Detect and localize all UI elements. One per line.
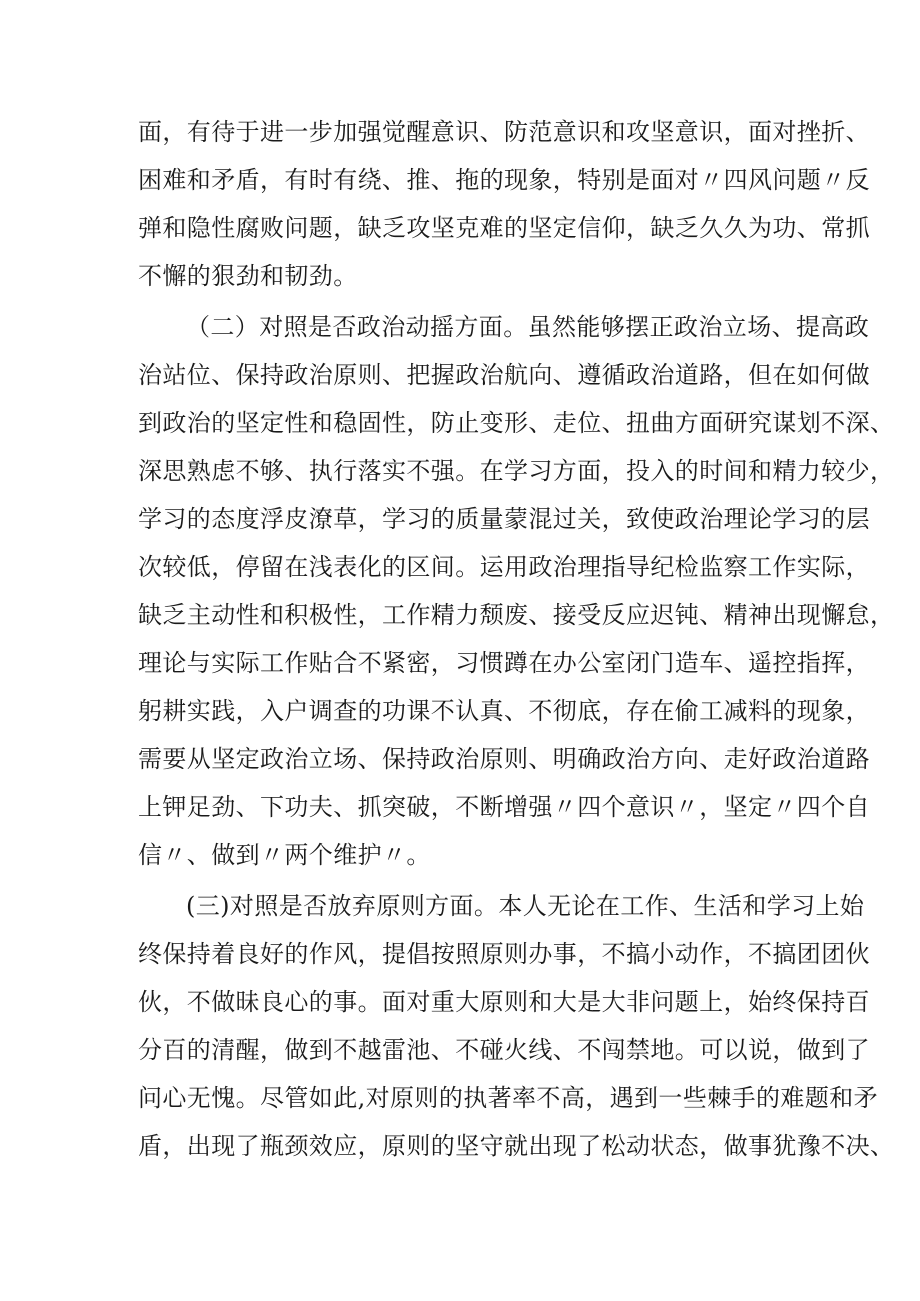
text-line: 弹和隐性腐败问题，缺乏攻坚克难的坚定信仰，缺乏久久为功、常抓 bbox=[138, 214, 870, 242]
text-line: 困难和矛盾，有时有绕、推、拖的现象，特别是面对〃四风问题〃反 bbox=[138, 166, 870, 194]
paragraph-political-wavering bbox=[138, 303, 895, 879]
text-line: 深思熟虑不够、执行落实不强。在学习方面，投入的时间和精力较少， bbox=[138, 457, 895, 485]
text-line: 学习的态度浮皮潦草，学习的质量蒙混过关，致使政治理论学习的层 bbox=[138, 505, 870, 533]
text-line: 问心无愧。尽管如此,对原则的执著率不高，遇到一些棘手的难题和矛 bbox=[138, 1084, 879, 1112]
text-line: 面，有待于进一步加强觉醒意识、防范意识和攻坚意识，面对挫折、 bbox=[138, 118, 870, 146]
text-line: 治站位、保持政治原则、把握政治航向、遵循政治道路，但在如何做 bbox=[138, 361, 870, 389]
text-line: 信〃、做到〃两个维护〃。 bbox=[138, 841, 431, 869]
text-line: 缺乏主动性和积极性，工作精力颓废、接受反应迟钝、精神出现懈怠， bbox=[138, 601, 895, 629]
text-line: 到政治的坚定性和稳固性，防止变形、走位、扭曲方面研究谋划不深、 bbox=[138, 409, 895, 437]
paragraph-abandon-principles bbox=[138, 882, 895, 1170]
text-line: 盾，出现了瓶颈效应，原则的坚守就出现了松动状态，做事犹豫不决、 bbox=[138, 1132, 895, 1160]
text-line: 终保持着良好的作风，提倡按照原则办事，不搞小动作，不搞团团伙 bbox=[138, 940, 870, 968]
text-line: （二）对照是否政治动摇方面。虽然能够摆正政治立场、提高政 bbox=[186, 313, 870, 341]
text-line: 分百的清醒，做到不越雷池、不碰火线、不闯禁地。可以说，做到了 bbox=[138, 1036, 870, 1064]
text-line: 理论与实际工作贴合不紧密，习惯蹲在办公室闭门造车、遥控指挥， bbox=[138, 649, 870, 677]
text-line: 次较低，停留在浅表化的区间。运用政治理指导纪检监察工作实际， bbox=[138, 553, 870, 581]
text-line: 上钾足劲、下功夫、抓突破，不断增强〃四个意识〃，坚定〃四个自 bbox=[138, 793, 870, 821]
paragraph-continued bbox=[138, 108, 870, 300]
text-line: 需要从坚定政治立场、保持政治原则、明确政治方向、走好政治道路 bbox=[138, 745, 870, 773]
text-line: 不懈的狠劲和韧劲。 bbox=[138, 262, 358, 290]
text-line: 伙，不做昧良心的事。面对重大原则和大是大非问题上，始终保持百 bbox=[138, 988, 870, 1016]
text-line: (三)对照是否放弃原则方面。本人无论在工作、生活和学习上始 bbox=[186, 892, 865, 920]
text-line: 躬耕实践，入户调查的功课不认真、不彻底，存在偷工减料的现象， bbox=[138, 697, 870, 725]
